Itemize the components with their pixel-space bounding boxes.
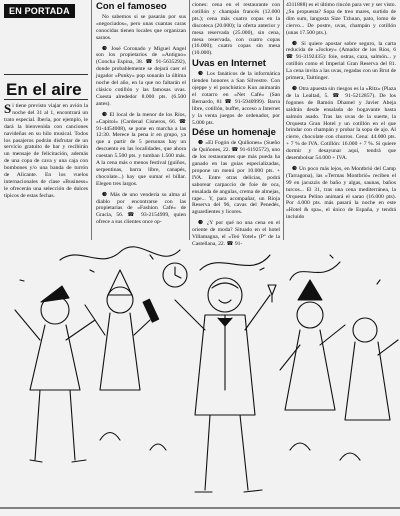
column-rule — [283, 0, 284, 240]
paragraph: ❸ ¿Y por qué no una cena en el oriente de moda? Situado en el hotel Villamagna, el «Teó Yotel» (Pº de la Castellana, 22. ☎ 91- — [192, 220, 280, 247]
column-rule — [189, 0, 190, 240]
paragraph: ❸ El local de la menor de los Ríos, «Capitol» (Cardenal Cisneros, 66. ☎ 91-4454008), se pone en marcha a las 12:30. Merece la pena ir en grupo, ya que a partir de 5 personas hay un descuento en las localidades, que ahora cuestan 5.500 pts. y tumban 1.500 más. A la cena más o menos festival (guiños, serpentinas, barra libre, canapés, chocolate...) hay que sumar el billar. Elegen tres largos. — [96, 111, 186, 187]
paragraph: ciones: cena en el restaurante con cotillón y champán francés (12.000 pts.); cena más cuatro copas en la discoteca (20.000); la oferta anterior y mesa reservada (25.000), sin cena, mesa reservada, con cuatro copas (16.000); cuatro copas sin mesa (10.000). — [192, 2, 280, 57]
paragraph: ❸ «El Fogón de Quiñones» (Sueño de Quiñones, 22. ☎ 91-6192572), uno de los restaurantes que más pueda ha ganado en las guías especializadas, propone un menú por 10.000 pts. + IVA. Entre otras delicias, podrá saborear carpaccio de foie de oca, ensalada de angulas, crema de almejas, rape... Y, para acompañar, un Rioja Reserva del 96, cavas del Penedés, aguardientes y licores. — [192, 140, 280, 216]
lead-paragraph — [4, 103, 88, 200]
column-3 — [192, 2, 280, 252]
section-heading: Dése un homenaje — [192, 127, 276, 139]
paragraph: ❸ Otra apuesta sin riesgos es la «Ritz» (Plaza de la Lealtad, 5. ☎ 91-5212857). De los fogones de Ramón Dhamel y Javier Abeja saldrán desde ensalada de bogavante hasta salmón asado. Tras las uvas de la suerte, la Orquesta Gran Hotel y un cotillón en el que brindar con champán y probar la sopa de ajo. Al cierre, chocolate con churros. Cena: 44.000 pts. + 7 % de IVA. Cotillón: 16.000 + 7 %. Si quiere dormir y desayunar aquí, tendrá que desembolsar 54.000 + IVA. — [286, 85, 396, 162]
paragraph: ❸ Un poco más lejos, en Montbrió del Camp (Tarragona), las «Termas Montbrió» reciben el 99 en jacuzzis de baño y algas, saunas, baños turcos... El 31, tras una cena mediterránea, la Orquesta Pelino animará el sarao (16.000 pts). Por 4.000 pts. más pasará la noche en este «Hotel & spa», el único de España, y tendrá incluido — [286, 165, 396, 221]
section-tag: EN PORTADA — [4, 4, 75, 18]
page-title: En el aire — [6, 80, 82, 99]
paragraph: 4311888) es el último rincón para ver y ser visto. ¿Su propuesta? Sopa de treo mares, surtido de dim sum, langosta Size Tzhuan, pato, lomo de ciervo... De postre, uvas, champán y cotillón (unas 17.500 pts.). — [286, 2, 396, 36]
column-4 — [286, 2, 396, 225]
paragraph: ❸ Los fanáticos de la informática tienden honores a San Silvestre. Con ojeppe y el ponchístico Kun animarán el cotarro en «Net Café» (San Bernardo, 81 ☎ 91-5940999). Barra libre, cotillón, buffet, acceso a Internet y la venta juegos de ordenador, por 5.000 pts. — [192, 71, 280, 126]
paragraph: ❸ Si quiere apostar sobre seguro, la carta reducida de «Jockey» (Amador de los Ríos, 6 ☎ 91-3192435): foie, ostras, caza, salmón... y cotillón como el Imperial Gran Reserva del 81. La cena invita a las uvas, regadas con un Brut de primera, Taittinger. — [286, 40, 396, 82]
lead-text: i tiene previsto viajar en avión la noche del 31 al 1, encontrará un trato especial. Iberia, por ejemplo, le dará la bienvenida con canciones navideñas en su hilo musical. Todos los pasajeros podrán disfrutar de un servicio gratuito de bar y recibirán un mensaje de felicitación, además de una copa de cava y una caja con bombones y/o una banda de turrón de Alicante. En los vuelos internacionales de clase «Business» le ofrecerán una selección de dulces típicos de estas fechas. — [4, 103, 88, 199]
paragraph: No sabemos si se pasarán por sus «negociados», pero unas cuantas caras conocidas tienen locales que organizan saraos. — [96, 13, 186, 41]
paragraph: ❸ Más de uno vendería su alma al diablo por encontrarse con las propietarias de «Fashion Café» de Gracia, 56. ☎ 93-2154999, quien ofrece a sus clientes once op- — [96, 191, 186, 226]
dropcap: S — [4, 101, 12, 116]
paragraph: ❸ José Coronado y Miguel Angel son los propietarios de «Antiguo» (Concha Espina, 38. ☎ 91-5635292), donde probablemente se dejará caer el jugador «Punky» pop sonarán la última noche del año, en la que no faltarán el clásico cotillón y las famosas uvas. Cuesta alrededor 8.000 pts. (6.500 antes). — [96, 45, 186, 107]
section-heading: Con el famoseo — [96, 1, 167, 12]
party-illustration — [0, 240, 400, 516]
column-2 — [96, 2, 186, 230]
column-rule — [91, 0, 92, 240]
section-heading: Uvas en Internet — [192, 58, 266, 70]
title-rule-bottom — [4, 99, 88, 100]
title-rule-top — [4, 74, 88, 75]
